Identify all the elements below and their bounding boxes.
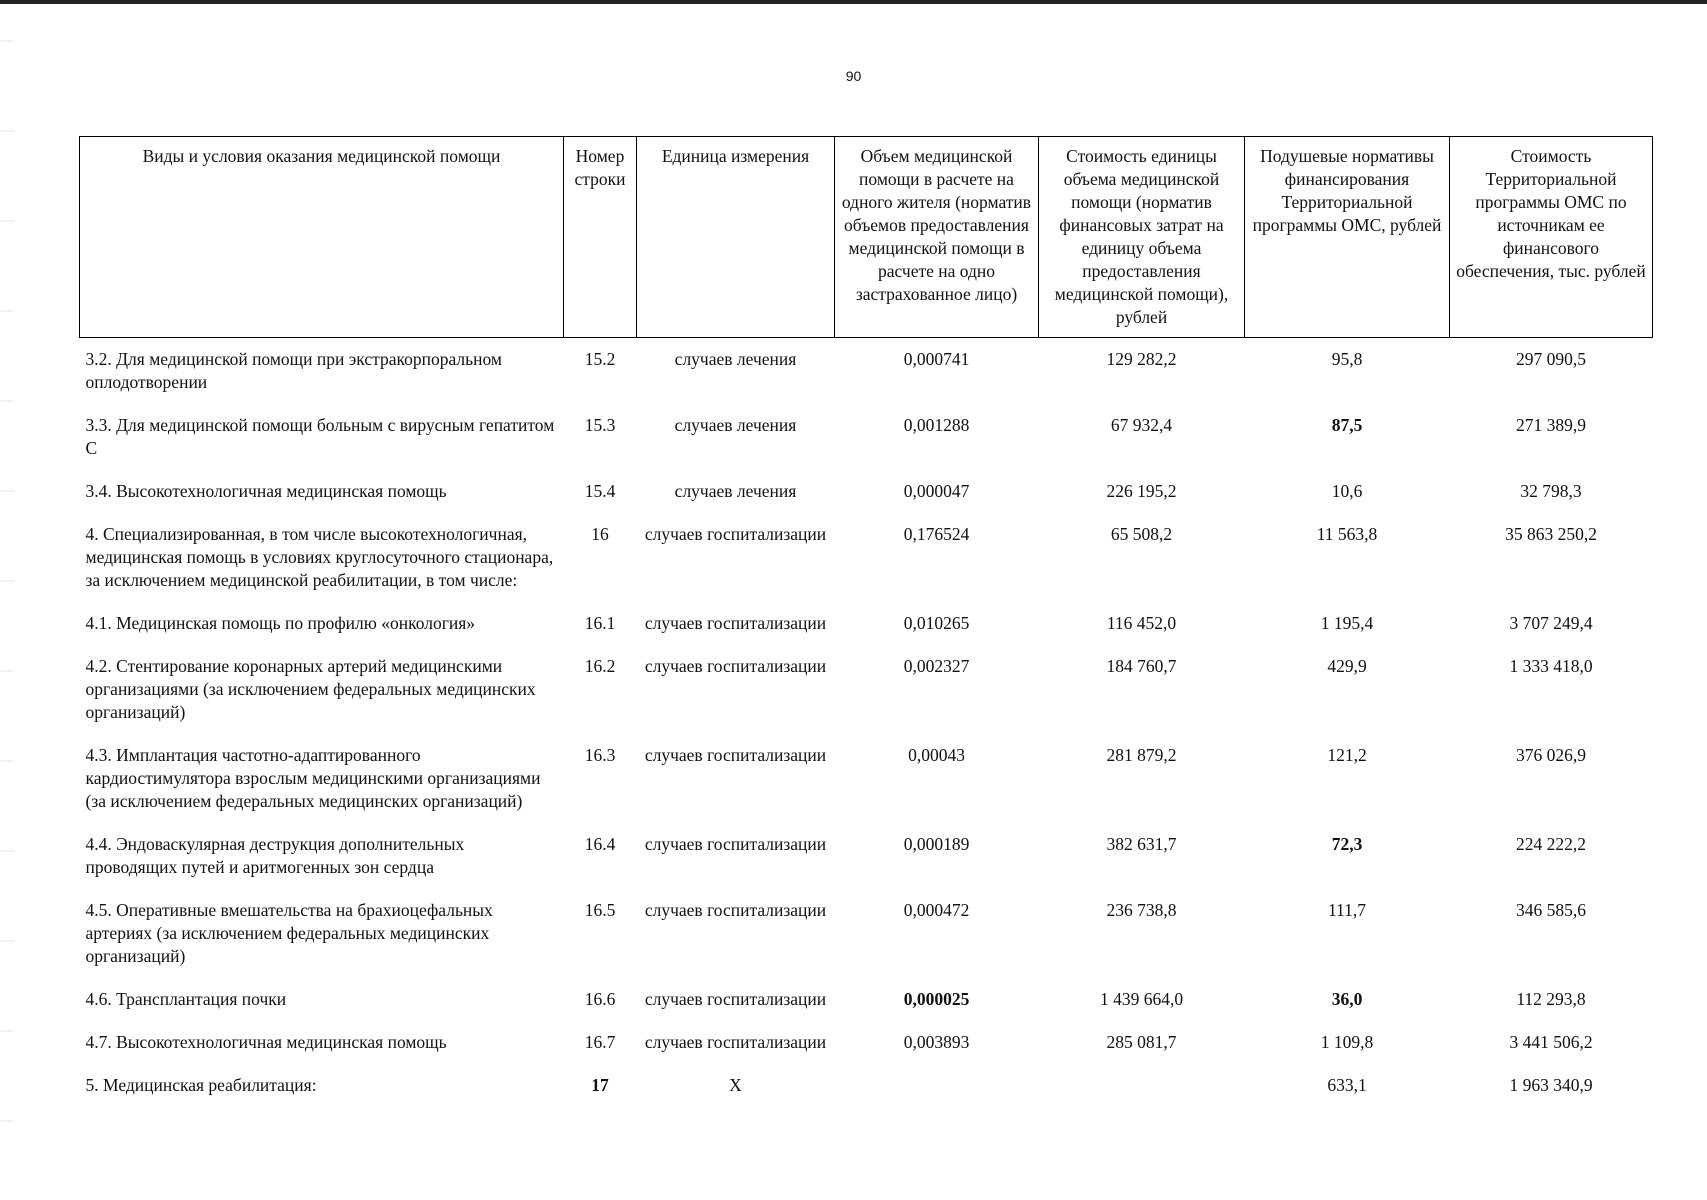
row-unit: Х <box>729 1075 742 1095</box>
financing-table <box>79 136 1653 1107</box>
row-number: 16 <box>591 524 609 544</box>
row-name: 4.5. Оперативные вмешательства на брахиоцефальных артериях (за исключением федеральных медицинских организаций) <box>85 900 493 966</box>
row-name: 4.3. Имплантация частотно-адаптированного кардиостимулятора взрослым медицинскими организациями (за исключением федеральных медицинских организаций) <box>85 745 541 811</box>
scan-edge-artifact <box>0 0 14 1200</box>
row-number: 16.7 <box>584 1032 616 1052</box>
table-row <box>80 978 1653 1021</box>
row-unit-cost: 226 195,2 <box>1106 481 1177 501</box>
row-unit-cost: 67 932,4 <box>1110 415 1173 435</box>
row-name: 4.4. Эндоваскулярная деструкция дополнительных проводящих путей и аритмогенных зон сердца <box>85 834 465 877</box>
row-name: 4.1. Медицинская помощь по профилю «онкология» <box>85 613 476 633</box>
row-unit-cost: 281 879,2 <box>1106 745 1177 765</box>
row-number: 16.6 <box>584 989 616 1009</box>
row-unit-cost <box>1039 1064 1245 1107</box>
row-number: 15.4 <box>584 481 616 501</box>
table-row <box>80 1064 1653 1107</box>
row-total: 3 441 506,2 <box>1509 1032 1593 1052</box>
row-unit-cost: 65 508,2 <box>1110 524 1173 544</box>
row-volume <box>835 1064 1039 1107</box>
top-border-rule <box>0 0 1707 4</box>
header-total-cost: Стоимость Территориальной программы ОМС по источникам ее финансового обеспечения, тыс. рублей <box>1450 137 1653 338</box>
row-unit-cost: 116 452,0 <box>1106 613 1177 633</box>
row-per-capita: 95,8 <box>1331 349 1363 369</box>
row-total: 271 389,9 <box>1516 415 1586 435</box>
table-row <box>80 602 1653 645</box>
row-per-capita: 87,5 <box>1331 415 1363 435</box>
row-unit-cost: 1 439 664,0 <box>1099 989 1184 1009</box>
row-unit: случаев госпитализации <box>644 745 827 765</box>
table-row <box>80 734 1653 823</box>
row-volume: 0,000189 <box>903 834 970 854</box>
row-number: 15.3 <box>584 415 616 435</box>
row-number: 16.5 <box>584 900 616 920</box>
row-volume: 0,00043 <box>908 745 965 765</box>
row-name: 3.3. Для медицинской помощи больным с вирусным гепатитом С <box>85 415 555 458</box>
row-unit: случаев госпитализации <box>644 613 827 633</box>
row-per-capita: 121,2 <box>1327 745 1367 765</box>
row-per-capita: 1 109,8 <box>1320 1032 1374 1052</box>
row-unit: случаев госпитализации <box>644 834 827 854</box>
row-volume: 0,001288 <box>903 415 970 435</box>
row-per-capita: 633,1 <box>1327 1075 1367 1095</box>
row-total: 32 798,3 <box>1520 481 1582 501</box>
row-unit: случаев лечения <box>674 349 797 369</box>
row-total: 3 707 249,4 <box>1509 613 1593 633</box>
row-number: 16.2 <box>584 656 616 676</box>
table-row <box>80 338 1653 405</box>
row-per-capita: 1 195,4 <box>1320 613 1374 633</box>
row-per-capita: 36,0 <box>1331 989 1363 1009</box>
row-volume: 0,176524 <box>903 524 970 544</box>
row-volume: 0,000741 <box>903 349 970 369</box>
header-per-capita: Подушевые нормативы финансирования Территориальной программы ОМС, рублей <box>1245 137 1450 338</box>
row-name: 4.2. Стентирование коронарных артерий медицинскими организациями (за исключением федеральных медицинских организаций) <box>85 656 536 722</box>
row-name: 3.4. Высокотехнологичная медицинская помощь <box>85 481 447 501</box>
table-row <box>80 823 1653 889</box>
table-header-row <box>80 137 1653 338</box>
row-number: 15.2 <box>584 349 616 369</box>
row-total: 346 585,6 <box>1516 900 1586 920</box>
row-volume: 0,000047 <box>903 481 970 501</box>
row-total: 1 963 340,9 <box>1509 1075 1593 1095</box>
row-number: 16.4 <box>584 834 616 854</box>
page-number: 90 <box>845 68 862 84</box>
row-unit: случаев госпитализации <box>644 1032 827 1052</box>
row-name: 4.6. Трансплантация почки <box>85 989 287 1009</box>
row-number: 16.1 <box>584 613 616 633</box>
header-unit: Единица измерения <box>637 137 835 338</box>
row-per-capita: 11 563,8 <box>1316 524 1378 544</box>
row-number: 16.3 <box>584 745 616 765</box>
table-row <box>80 645 1653 734</box>
row-unit-cost: 184 760,7 <box>1106 656 1177 676</box>
row-unit: случаев госпитализации <box>644 989 827 1009</box>
row-number: 17 <box>591 1075 609 1095</box>
row-total: 376 026,9 <box>1516 745 1586 765</box>
table-row <box>80 1021 1653 1064</box>
row-per-capita: 111,7 <box>1327 900 1367 920</box>
table-row <box>80 470 1653 513</box>
row-unit: случаев госпитализации <box>644 524 827 544</box>
row-name: 3.2. Для медицинской помощи при экстракорпоральном оплодотворении <box>85 349 502 392</box>
row-total: 35 863 250,2 <box>1505 524 1597 544</box>
header-volume: Объем медицинской помощи в расчете на одного жителя (норматив объемов предоставления медицинской помощи в расчете на одно застрахованное лицо) <box>835 137 1039 338</box>
row-volume: 0,000025 <box>903 989 970 1009</box>
row-unit: случаев госпитализации <box>644 656 827 676</box>
row-name: 4. Специализированная, в том числе высокотехнологичная, медицинская помощь в условиях круглосуточного стационара, за исключением медицинской реабилитации, в том числе: <box>85 524 554 590</box>
table-row <box>80 404 1653 470</box>
header-care-type: Виды и условия оказания медицинской помощи <box>80 137 564 338</box>
row-volume: 0,003893 <box>903 1032 970 1052</box>
row-total: 224 222,2 <box>1516 834 1586 854</box>
row-per-capita: 72,3 <box>1331 834 1363 854</box>
row-unit-cost: 236 738,8 <box>1106 900 1177 920</box>
row-unit: случаев лечения <box>674 481 797 501</box>
header-unit-cost: Стоимость единицы объема медицинской помощи (норматив финансовых затрат на единицу объема предоставления медицинской помощи), рублей <box>1039 137 1245 338</box>
table-row <box>80 889 1653 978</box>
row-unit: случаев лечения <box>674 415 797 435</box>
row-volume: 0,010265 <box>903 613 970 633</box>
row-total: 297 090,5 <box>1516 349 1586 369</box>
row-name: 5. Медицинская реабилитация: <box>85 1075 317 1095</box>
row-unit-cost: 285 081,7 <box>1106 1032 1177 1052</box>
row-unit-cost: 129 282,2 <box>1106 349 1177 369</box>
row-total: 1 333 418,0 <box>1509 656 1593 676</box>
table-row <box>80 513 1653 602</box>
row-total: 112 293,8 <box>1516 989 1586 1009</box>
row-volume: 0,000472 <box>903 900 970 920</box>
row-per-capita: 10,6 <box>1331 481 1363 501</box>
row-unit-cost: 382 631,7 <box>1106 834 1177 854</box>
header-row-number: Номер строки <box>564 137 637 338</box>
row-volume: 0,002327 <box>903 656 970 676</box>
row-name: 4.7. Высокотехнологичная медицинская помощь <box>85 1032 447 1052</box>
row-unit: случаев госпитализации <box>644 900 827 920</box>
row-per-capita: 429,9 <box>1327 656 1367 676</box>
